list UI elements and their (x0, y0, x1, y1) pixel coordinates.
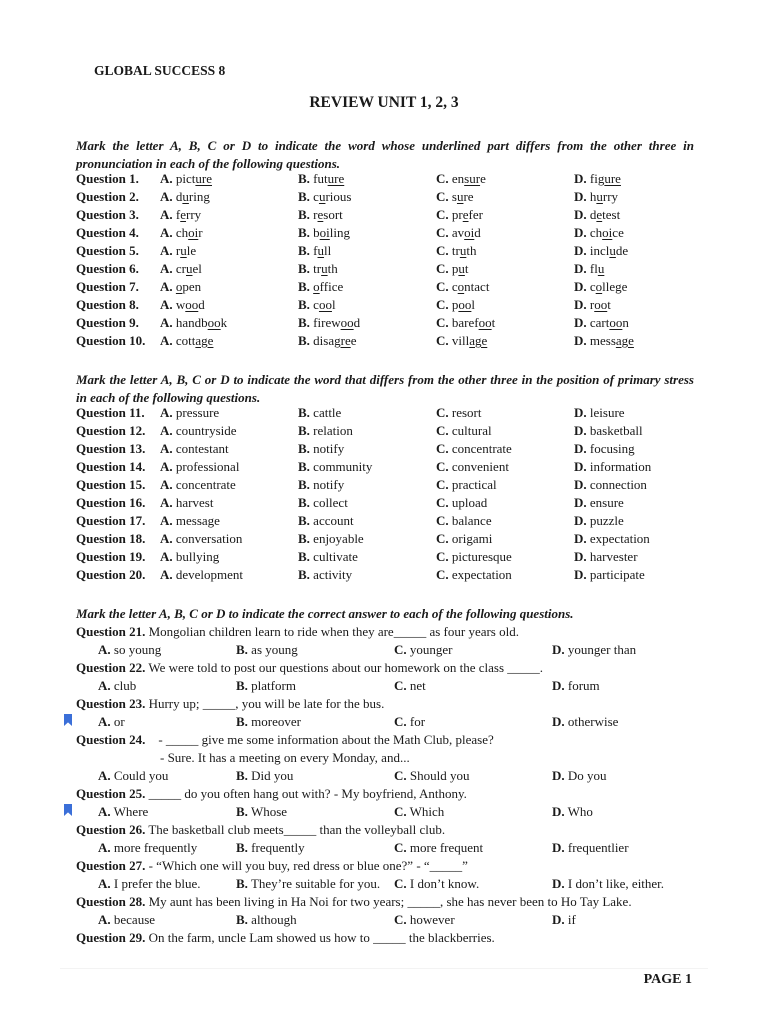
question-28: Question 28. My aunt has been living in Ha Noi for two years; _____, she has never been to Ho Tay Lake. (76, 894, 632, 909)
question-23: Question 23. Hurry up; _____, you will be late for the bus. (76, 696, 385, 711)
option-d[interactable]: D. I don’t like, either. (552, 876, 665, 891)
question-number: Question 7. (76, 279, 139, 294)
option-a[interactable]: A. cruel (160, 261, 202, 276)
question-number: Question 5. (76, 243, 139, 258)
option-d[interactable]: D. cartoon (574, 315, 629, 330)
option-b[interactable]: B. curious (298, 189, 352, 204)
question-28-options (98, 911, 718, 929)
question-row (76, 278, 716, 296)
option-c[interactable]: C. for (394, 714, 426, 729)
option-b[interactable]: B. enjoyable (298, 531, 364, 546)
option-b[interactable]: B. cool (298, 297, 336, 312)
option-c[interactable]: C. ensure (436, 171, 486, 186)
question-row (76, 224, 716, 242)
option-d[interactable]: D. message (574, 333, 634, 348)
option-b[interactable]: B. disagree (298, 333, 357, 348)
option-a[interactable]: A. picture (160, 171, 212, 186)
option-d[interactable]: D. college (574, 279, 628, 294)
option-d[interactable]: D. figure (574, 171, 621, 186)
option-b[interactable]: B. Did you (236, 768, 294, 783)
option-a[interactable]: A. choir (160, 225, 203, 240)
option-a[interactable]: A. Where (98, 804, 149, 819)
option-b[interactable]: B. activity (298, 567, 353, 582)
option-b[interactable]: B. although (236, 912, 297, 927)
option-c[interactable]: C. contact (436, 279, 490, 294)
question-row (76, 260, 716, 278)
option-a[interactable]: A. pressure (160, 405, 220, 420)
question-row (76, 242, 716, 260)
question-number: Question 15. (76, 477, 146, 492)
option-a[interactable]: A. professional (160, 459, 240, 474)
section2-instruction: Mark the letter A, B, C or D to indicate the word that differs from the other three in the position of primary stress in each of the following questions. (76, 372, 694, 405)
option-b[interactable]: B. community (298, 459, 373, 474)
option-a[interactable]: A. club (98, 678, 137, 693)
option-c[interactable]: C. concentrate (436, 441, 512, 456)
option-a[interactable]: A. cottage (160, 333, 214, 348)
question-27-options (98, 875, 718, 893)
option-a[interactable]: A. message (160, 513, 220, 528)
question-26: Question 26. The basketball club meets_____ than the volleyball club. (76, 822, 446, 837)
option-b[interactable]: B. cultivate (298, 549, 358, 564)
question-row (76, 188, 716, 206)
question-row (76, 566, 716, 584)
page-title: REVIEW UNIT 1, 2, 3 (309, 94, 459, 111)
question-22: Question 22. We were told to post our questions about our homework on the class _____. (76, 660, 544, 675)
option-c[interactable]: C. Which (394, 804, 445, 819)
question-21: Question 21. Mongolian children learn to ride when they are_____ as four years old. (76, 624, 519, 639)
question-row (76, 512, 716, 530)
option-a[interactable]: A. open (160, 279, 202, 294)
option-d[interactable]: D. focusing (574, 441, 635, 456)
question-24: Question 24. - _____ give me some information about the Math Club, please? (76, 732, 494, 747)
question-row (76, 404, 716, 422)
option-c[interactable]: C. cultural (436, 423, 492, 438)
option-a[interactable]: A. conversation (160, 531, 243, 546)
option-c[interactable]: C. put (436, 261, 469, 276)
question-29: Question 29. On the farm, uncle Lam showed us how to _____ the blackberries. (76, 930, 495, 945)
question-row (76, 440, 716, 458)
option-d[interactable]: D. Do you (552, 768, 607, 783)
option-c[interactable]: C. convenient (436, 459, 509, 474)
question-number: Question 8. (76, 297, 139, 312)
option-a[interactable]: A. because (98, 912, 156, 927)
book-header: GLOBAL SUCCESS 8 (94, 63, 226, 78)
page-number: PAGE 1 (643, 972, 692, 987)
option-a[interactable]: A. wood (160, 297, 205, 312)
option-b[interactable]: B. office (298, 279, 344, 294)
question-number: Question 6. (76, 261, 139, 276)
option-c[interactable]: C. village (436, 333, 488, 348)
option-a[interactable]: A. contestant (160, 441, 229, 456)
option-d[interactable]: D. leisure (574, 405, 625, 420)
option-d[interactable]: D. choice (574, 225, 624, 240)
option-a[interactable]: A. or (98, 714, 125, 729)
question-24-reply: - Sure. It has a meeting on every Monday, and... (160, 750, 410, 765)
option-c[interactable]: C. avoid (436, 225, 481, 240)
question-number: Question 16. (76, 495, 146, 510)
option-d[interactable]: D. connection (574, 477, 647, 492)
option-c[interactable]: C. I don’t know. (394, 876, 480, 891)
option-a[interactable]: A. more frequently (98, 840, 198, 855)
option-d[interactable]: D. harvester (574, 549, 638, 564)
question-22-options (98, 677, 718, 695)
option-a[interactable]: A. ferry (160, 207, 202, 222)
option-b[interactable]: B. platform (236, 678, 296, 693)
option-a[interactable]: A. rule (160, 243, 197, 258)
option-a[interactable]: A. so young (98, 642, 162, 657)
question-row (76, 530, 716, 548)
option-b[interactable]: B. boiling (298, 225, 351, 240)
section1-instruction: Mark the letter A, B, C or D to indicate the word whose underlined part differs from the other three in pronunciation in each of the following questions. (76, 138, 694, 171)
question-27: Question 27. - “Which one will you buy, red dress or blue one?” - “_____” (76, 858, 468, 873)
question-number: Question 1. (76, 171, 139, 186)
option-d[interactable]: D. Who (552, 804, 593, 819)
question-number: Question 10. (76, 333, 146, 348)
question-26-options (98, 839, 718, 857)
question-number: Question 20. (76, 567, 146, 582)
question-number: Question 18. (76, 531, 146, 546)
option-a[interactable]: A. harvest (160, 495, 214, 510)
option-d[interactable]: D. include (574, 243, 629, 258)
option-d[interactable]: D. expectation (574, 531, 650, 546)
question-number: Question 14. (76, 459, 146, 474)
option-a[interactable]: A. I prefer the blue. (98, 876, 201, 891)
option-b[interactable]: B. truth (298, 261, 338, 276)
question-row (76, 314, 716, 332)
footer-divider (60, 968, 708, 969)
question-25-options (98, 803, 718, 821)
question-number: Question 3. (76, 207, 139, 222)
option-c[interactable]: C. sure (436, 189, 474, 204)
option-d[interactable]: D. puzzle (574, 513, 624, 528)
question-number: Question 9. (76, 315, 139, 330)
option-a[interactable]: A. handbook (160, 315, 228, 330)
question-number: Question 13. (76, 441, 146, 456)
option-d[interactable]: D. otherwise (552, 714, 619, 729)
option-b[interactable]: B. firewood (298, 315, 361, 330)
option-d[interactable]: D. frequentlier (552, 840, 629, 855)
option-b[interactable]: B. future (298, 171, 345, 186)
option-a[interactable]: A. concentrate (160, 477, 236, 492)
option-d[interactable]: D. root (574, 297, 611, 312)
section3-instruction: Mark the letter A, B, C or D to indicate the correct answer to each of the following questions. (76, 606, 574, 621)
option-b[interactable]: B. frequently (236, 840, 305, 855)
option-c[interactable]: C. picturesque (436, 549, 512, 564)
option-d[interactable]: D. participate (574, 567, 645, 582)
option-b[interactable]: B. as young (236, 642, 298, 657)
question-row (76, 170, 716, 188)
option-c[interactable]: C. origami (436, 531, 493, 546)
question-row (76, 296, 716, 314)
option-a[interactable]: A. during (160, 189, 210, 204)
option-c[interactable]: C. net (394, 678, 426, 693)
option-d[interactable]: D. basketball (574, 423, 643, 438)
question-row (76, 476, 716, 494)
question-number: Question 12. (76, 423, 146, 438)
option-b[interactable]: B. collect (298, 495, 348, 510)
option-c[interactable]: C. however (394, 912, 455, 927)
option-c[interactable]: C. resort (436, 405, 482, 420)
option-c[interactable]: C. prefer (436, 207, 483, 222)
option-d[interactable]: D. detest (574, 207, 621, 222)
question-row (76, 458, 716, 476)
option-c[interactable]: C. expectation (436, 567, 512, 582)
question-number: Question 17. (76, 513, 146, 528)
option-a[interactable]: A. bullying (160, 549, 220, 564)
question-row (76, 332, 716, 350)
question-number: Question 19. (76, 549, 146, 564)
option-c[interactable]: C. younger (394, 642, 453, 657)
option-b[interactable]: B. notify (298, 441, 345, 456)
option-d[interactable]: D. flu (574, 261, 605, 276)
option-a[interactable]: A. development (160, 567, 244, 582)
option-b[interactable]: B. relation (298, 423, 353, 438)
bookmark-icon[interactable] (64, 804, 72, 816)
option-b[interactable]: B. Whose (236, 804, 288, 819)
option-b[interactable]: B. They’re suitable for you. (236, 876, 381, 891)
option-b[interactable]: B. full (298, 243, 332, 258)
option-c[interactable]: C. truth (436, 243, 477, 258)
option-d[interactable]: D. if (552, 912, 576, 927)
option-c[interactable]: C. pool (436, 297, 476, 312)
option-a[interactable]: A. countryside (160, 423, 237, 438)
question-number: Question 11. (76, 405, 145, 420)
option-d[interactable]: D. hurry (574, 189, 619, 204)
question-number: Question 4. (76, 225, 139, 240)
question-24-options (98, 767, 718, 785)
option-c[interactable]: C. more frequent (394, 840, 484, 855)
option-d[interactable]: D. younger than (552, 642, 637, 657)
option-d[interactable]: D. forum (552, 678, 600, 693)
option-c[interactable]: C. practical (436, 477, 497, 492)
option-b[interactable]: B. resort (298, 207, 343, 222)
question-row (76, 206, 716, 224)
option-c[interactable]: C. balance (436, 513, 492, 528)
question-row (76, 548, 716, 566)
option-b[interactable]: B. notify (298, 477, 345, 492)
bookmark-icon[interactable] (64, 714, 72, 726)
option-d[interactable]: D. ensure (574, 495, 624, 510)
question-number: Question 2. (76, 189, 139, 204)
option-a[interactable]: A. Could you (98, 768, 169, 783)
question-23-options (98, 713, 718, 731)
option-b[interactable]: B. account (298, 513, 354, 528)
question-row (76, 422, 716, 440)
question-25: Question 25. _____ do you often hang out with? - My boyfriend, Anthony. (76, 786, 467, 801)
question-row (76, 494, 716, 512)
option-c[interactable]: C. Should you (394, 768, 470, 783)
option-d[interactable]: D. information (574, 459, 652, 474)
question-21-options (98, 641, 718, 659)
option-b[interactable]: B. cattle (298, 405, 342, 420)
option-c[interactable]: C. upload (436, 495, 488, 510)
option-c[interactable]: C. barefoot (436, 315, 496, 330)
option-b[interactable]: B. moreover (236, 714, 301, 729)
